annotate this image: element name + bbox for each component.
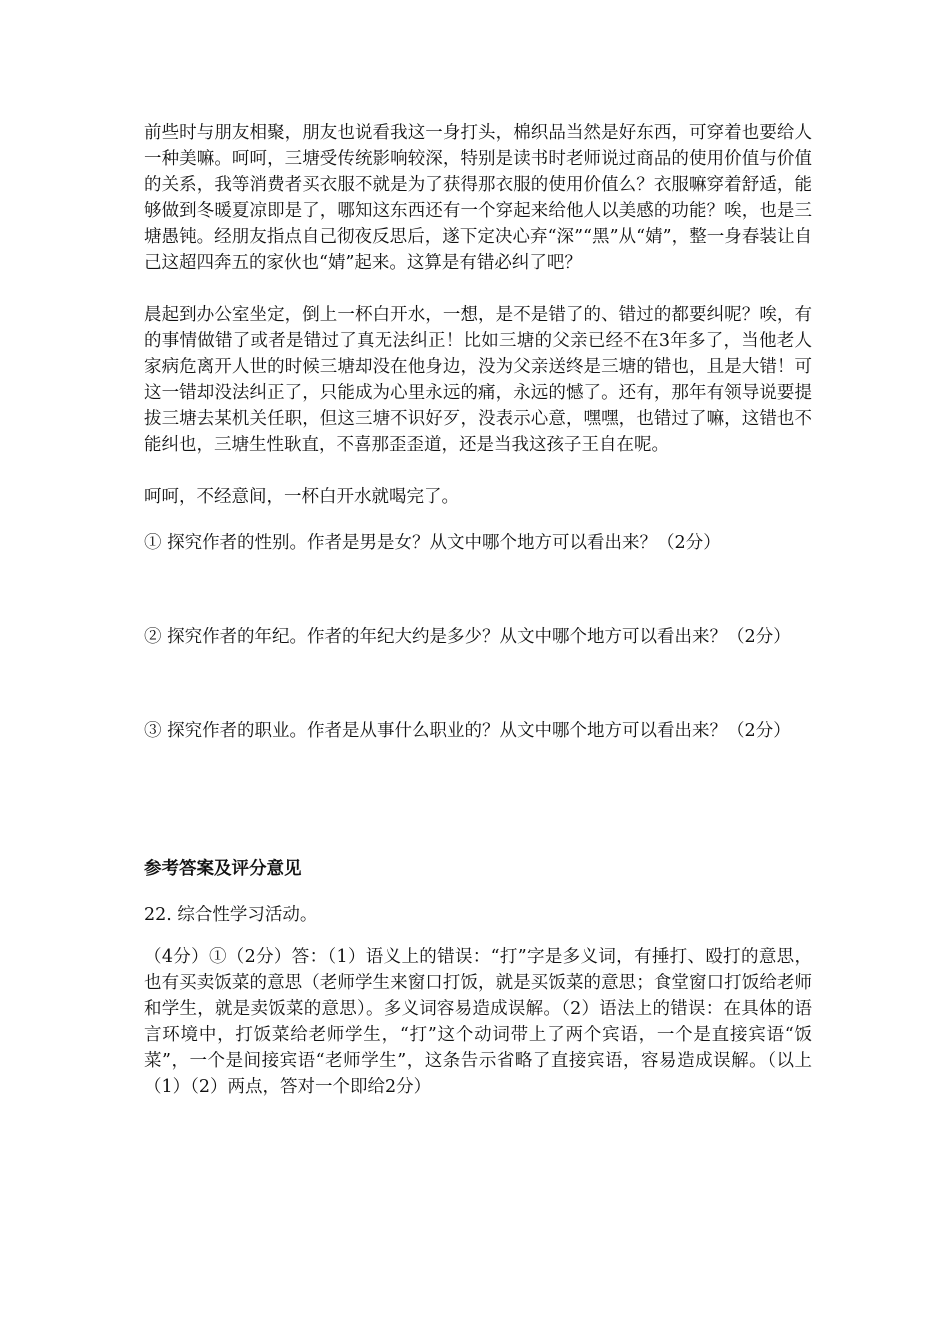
article-paragraph-3: 呵呵，不经意间，一杯白开水就喝完了。 (144, 487, 459, 507)
question-gender: ① 探究作者的性别。作者是男是女？从文中哪个地方可以看出来？（2分） (144, 533, 721, 553)
answer-key-heading: 参考答案及评分意见 (144, 859, 302, 879)
answer-section-title: 22. 综合性学习活动。 (144, 905, 318, 925)
question-occupation: ③ 探究作者的职业。作者是从事什么职业的？从文中哪个地方可以看出来？（2分） (144, 721, 791, 741)
article-paragraph-1: 前些时与朋友相聚，朋友也说看我这一身打头，棉织品当然是好东西，可穿着也要给人一种美嘛。呵呵，三塘受传统影响较深，特别是读书时老师说过商品的使用价值与价值的关系，我等消费者买衣服不就是为了获得那衣服的使用价值么？衣服嘛穿着舒适，能够做到冬暖夏凉即是了，哪知这东西还有一个穿起来给他人以美感的功能？唉，也是三塘愚钝。经朋友指点自己彻夜反思后，遂下定决心弃“深”“黑”从“婧”，整一身春装让自己这超四奔五的家伙也“婧”起来。这算是有错必纠了吧？ (144, 123, 812, 273)
document-page (144, 120, 812, 1100)
answer-text: （4分）①（2分）答：（1）语义上的错误：“打”字是多义词，有捶打、殴打的意思，也有买卖饭菜的意思（老师学生来窗口打饭，就是买饭菜的意思；食堂窗口打饭给老师和学生，就是卖饭菜的意思）。多义词容易造成误解。（2）语法上的错误：在具体的语言环境中，打饭菜给老师学生，“打”这个动词带上了两个宾语，一个是直接宾语“饭菜”，一个是间接宾语“老师学生”，这条告示省略了直接宾语，容易造成误解。（以上（1）（2）两点，答对一个即给2分） (144, 947, 812, 1097)
question-age: ② 探究作者的年纪。作者的年纪大约是多少？从文中哪个地方可以看出来？（2分） (144, 627, 791, 647)
article-paragraph-2: 晨起到办公室坐定，倒上一杯白开水，一想，是不是错了的、错过的都要纠呢？唉，有的事情做错了或者是错过了真无法纠正！比如三塘的父亲已经不在3年多了，当他老人家病危离开人世的时候三塘却没在他身边，没为父亲送终是三塘的错也，且是大错！可这一错却没法纠正了，只能成为心里永远的痛，永远的憾了。还有，那年有领导说要提拔三塘去某机关任职，但这三塘不识好歹，没表示心意，嘿嘿，也错过了嘛，这错也不能纠也，三塘生性耿直，不喜那歪歪道，还是当我这孩子王自在呢。 (144, 305, 812, 455)
